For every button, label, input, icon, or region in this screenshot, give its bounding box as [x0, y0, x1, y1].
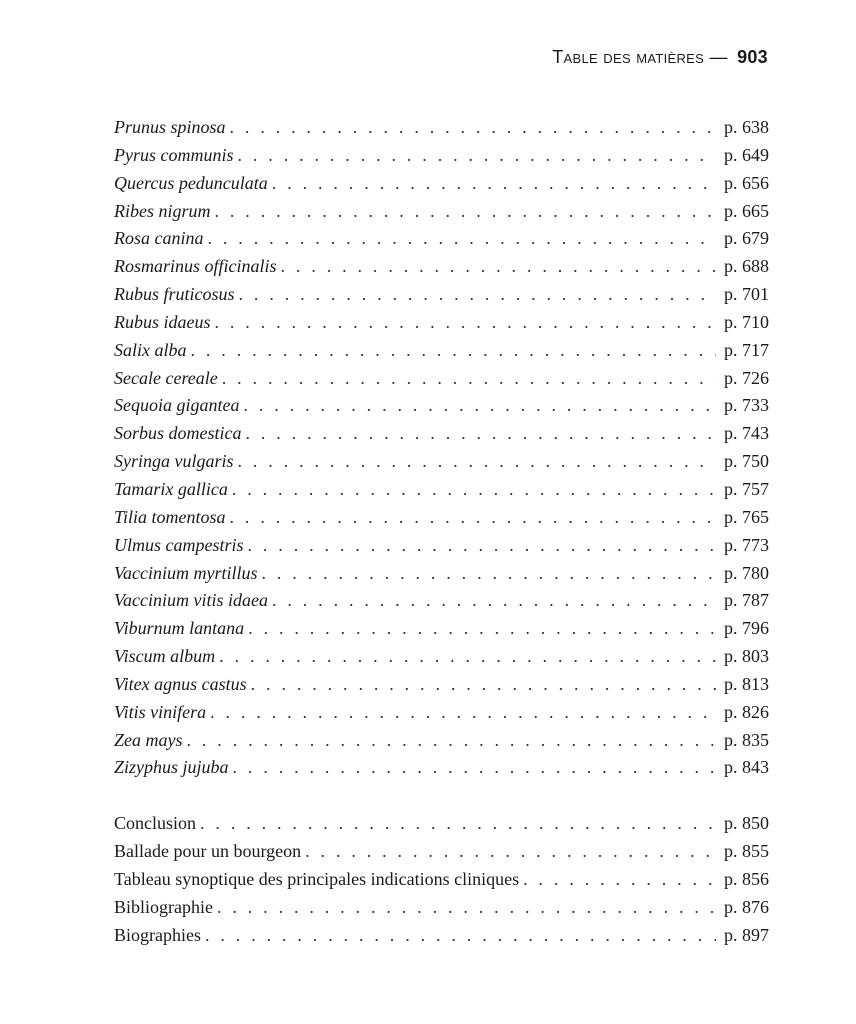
toc-entry[interactable] — [114, 810, 769, 838]
toc-entry[interactable] — [114, 420, 769, 448]
dot-leader — [248, 532, 717, 560]
toc-entry[interactable] — [114, 170, 769, 198]
toc-entry-page: p. 743 — [724, 423, 769, 444]
toc-entry-page: p. 750 — [724, 451, 769, 472]
dot-leader — [191, 337, 717, 365]
header-title: Table des matières — [552, 47, 705, 67]
toc-entry-title: Tamarix gallica — [114, 478, 228, 499]
toc-entry-page: p. 649 — [724, 144, 769, 165]
toc-entry[interactable] — [114, 114, 769, 142]
toc-entry-page: p. 717 — [724, 339, 769, 360]
dot-leader — [222, 365, 716, 393]
toc-entry-page: p. 688 — [724, 256, 769, 277]
toc-entry[interactable] — [114, 476, 769, 504]
toc-entry-title: Ribes nigrum — [114, 200, 211, 221]
header-page-number: 903 — [737, 47, 768, 67]
dot-leader — [219, 643, 716, 671]
dot-leader — [239, 281, 716, 309]
toc-entry-page: p. 803 — [724, 646, 769, 667]
toc-entry-page: p. 726 — [724, 367, 769, 388]
dot-leader — [272, 170, 716, 198]
dot-leader — [200, 810, 716, 838]
dot-leader — [243, 392, 716, 420]
toc-entry-title: Secale cereale — [114, 367, 218, 388]
toc-entry[interactable] — [114, 643, 769, 671]
table-of-contents — [114, 114, 769, 949]
toc-entry[interactable] — [114, 281, 769, 309]
dot-leader — [248, 615, 716, 643]
dot-leader — [233, 754, 716, 782]
toc-entry-page: p. 813 — [724, 673, 769, 694]
toc-entry-title: Rosa canina — [114, 228, 204, 249]
toc-entry-title: Zizyphus jujuba — [114, 757, 229, 778]
dot-leader — [230, 504, 716, 532]
toc-entry-title: Syringa vulgaris — [114, 451, 234, 472]
dot-leader — [215, 309, 717, 337]
toc-entry[interactable] — [114, 504, 769, 532]
toc-entry[interactable] — [114, 365, 769, 393]
toc-entry-title: Pyrus communis — [114, 144, 234, 165]
toc-entry[interactable] — [114, 337, 769, 365]
toc-entry[interactable] — [114, 727, 769, 755]
toc-entry-title: Sequoia gigantea — [114, 395, 240, 416]
toc-entry-title: Conclusion — [114, 813, 197, 834]
dot-leader — [246, 420, 717, 448]
toc-entry-title: Sorbus domestica — [114, 423, 242, 444]
toc-entry-page: p. 796 — [724, 618, 769, 639]
toc-entry-title: Viburnum lantana — [114, 618, 245, 639]
section-entries — [114, 810, 769, 949]
toc-entry-title: Tableau synoptique des principales indications cliniques — [114, 868, 520, 889]
dot-leader — [251, 671, 716, 699]
dot-leader — [205, 922, 716, 950]
dot-leader — [523, 866, 716, 894]
dot-leader — [238, 142, 717, 170]
species-entries — [114, 114, 769, 782]
dot-leader — [305, 838, 716, 866]
group-spacer — [114, 782, 769, 810]
toc-entry-page: p. 656 — [724, 172, 769, 193]
toc-entry-page: p. 710 — [724, 311, 769, 332]
dot-leader — [281, 253, 716, 281]
toc-entry-page: p. 835 — [724, 729, 769, 750]
toc-entry[interactable] — [114, 253, 769, 281]
header-separator: — — [709, 47, 728, 67]
toc-entry-page: p. 787 — [724, 590, 769, 611]
toc-entry-title: Vaccinium myrtillus — [114, 562, 258, 583]
toc-entry[interactable] — [114, 198, 769, 226]
toc-entry[interactable] — [114, 532, 769, 560]
toc-entry-title: Bibliographie — [114, 896, 213, 917]
toc-entry[interactable] — [114, 587, 769, 615]
toc-entry-title: Prunus spinosa — [114, 117, 226, 137]
toc-entry[interactable] — [114, 754, 769, 782]
toc-entry[interactable] — [114, 866, 769, 894]
toc-entry-title: Rubus fruticosus — [114, 284, 235, 305]
toc-entry[interactable] — [114, 615, 769, 643]
toc-entry[interactable] — [114, 142, 769, 170]
toc-entry-page: p. 701 — [724, 284, 769, 305]
toc-entry-page: p. 765 — [724, 506, 769, 527]
dot-leader — [238, 448, 717, 476]
dot-leader — [230, 114, 716, 142]
toc-entry[interactable] — [114, 309, 769, 337]
dot-leader — [215, 198, 717, 226]
toc-entry-title: Vaccinium vitis idaea — [114, 590, 268, 611]
toc-entry-page: p. 850 — [724, 813, 769, 834]
toc-entry-page: p. 679 — [724, 228, 769, 249]
toc-entry-page: p. 843 — [724, 757, 769, 778]
toc-entry[interactable] — [114, 225, 769, 253]
dot-leader — [261, 560, 716, 588]
toc-entry-title: Biographies — [114, 924, 201, 945]
toc-entry[interactable] — [114, 560, 769, 588]
toc-entry-page: p. 826 — [724, 701, 769, 722]
toc-entry-page: p. 876 — [724, 896, 769, 917]
dot-leader — [232, 476, 716, 504]
toc-entry-title: Rosmarinus officinalis — [114, 256, 277, 277]
toc-entry-title: Rubus idaeus — [114, 311, 211, 332]
toc-entry-title: Viscum album — [114, 646, 216, 667]
toc-entry-title: Ulmus campestris — [114, 534, 244, 555]
toc-entry-title: Vitis vinifera — [114, 701, 207, 722]
toc-entry-page: p. 638 — [724, 117, 769, 137]
dot-leader — [272, 587, 716, 615]
toc-entry-title: Vitex agnus castus — [114, 673, 247, 694]
toc-entry-page: p. 757 — [724, 478, 769, 499]
toc-entry[interactable] — [114, 838, 769, 866]
toc-entry-title: Salix alba — [114, 339, 187, 360]
toc-entry[interactable] — [114, 922, 769, 950]
toc-entry-page: p. 665 — [724, 200, 769, 221]
toc-entry-title: Quercus pedunculata — [114, 172, 268, 193]
toc-entry-title: Tilia tomentosa — [114, 506, 226, 527]
toc-entry-page: p. 855 — [724, 841, 769, 862]
toc-entry-page: p. 780 — [724, 562, 769, 583]
dot-leader — [210, 699, 716, 727]
toc-entry[interactable] — [114, 699, 769, 727]
dot-leader — [208, 225, 717, 253]
toc-entry[interactable] — [114, 671, 769, 699]
toc-entry-title: Ballade pour un bourgeon — [114, 841, 302, 862]
dot-leader — [217, 894, 716, 922]
toc-entry[interactable] — [114, 894, 769, 922]
toc-entry-title: Zea mays — [114, 729, 183, 750]
dot-leader — [187, 727, 717, 755]
toc-entry[interactable] — [114, 448, 769, 476]
toc-entry-page: p. 733 — [724, 395, 769, 416]
running-header — [552, 47, 768, 68]
toc-entry-page: p. 856 — [724, 868, 769, 889]
toc-entry[interactable] — [114, 392, 769, 420]
toc-entry-page: p. 897 — [724, 924, 769, 945]
toc-entry-page: p. 773 — [724, 534, 769, 555]
